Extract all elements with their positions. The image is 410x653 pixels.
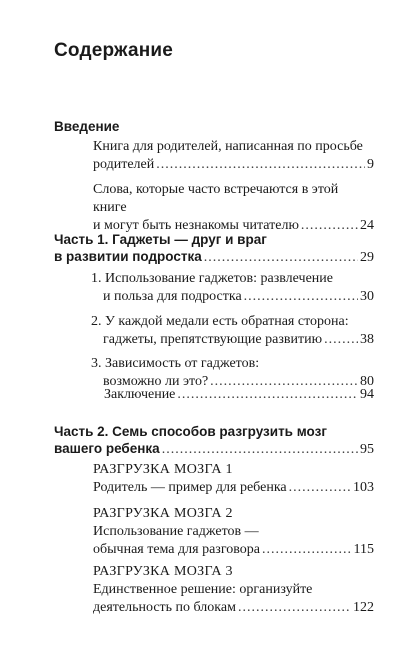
page-number: 30: [360, 289, 374, 304]
page-number: 103: [353, 480, 374, 495]
entry-line1: Слова, которые часто встречаются в этой книге: [93, 182, 339, 215]
dot-leader: [156, 156, 365, 174]
dot-leader: [204, 249, 358, 266]
page-number: 38: [360, 332, 374, 347]
entry-line2: Заключение: [104, 387, 176, 402]
page-number: 29: [360, 250, 374, 265]
entry-line1: 2. У каждой медали есть обратная сторона:: [91, 314, 349, 329]
entry-line2: гаджеты, препятствующие развитию: [103, 332, 323, 347]
toc-entry: [93, 138, 374, 174]
dot-leader: [162, 441, 358, 458]
page-number: 24: [360, 218, 374, 233]
page-number: 122: [353, 600, 374, 615]
section-caps-label: РАЗГРУЗКА МОЗГА 3: [93, 564, 233, 579]
part1-heading: [54, 231, 374, 266]
entry-line1: 3. Зависимость от гаджетов:: [91, 356, 260, 371]
page-number: 80: [360, 374, 374, 389]
toc-entry: [91, 270, 374, 306]
page-number: 9: [367, 157, 374, 172]
entry-line2: возможно ли это?: [103, 374, 209, 389]
toc-title: Содержание: [54, 40, 174, 61]
intro-heading: Введение: [54, 119, 120, 134]
toc-entry: [93, 505, 374, 559]
part2-heading: [54, 423, 374, 458]
section-caps-label: РАЗГРУЗКА МОЗГА 1: [93, 462, 233, 477]
toc-entry: [93, 563, 374, 617]
toc-entry: [104, 386, 374, 404]
dot-leader: [177, 386, 358, 404]
entry-line1: Использование гаджетов —: [93, 524, 259, 539]
section-caps-label: РАЗГРУЗКА МОЗГА 2: [93, 506, 233, 521]
toc-entry: [93, 461, 374, 497]
part-line1: Часть 2. Семь способов разгрузить мозг: [54, 424, 327, 439]
part-line2: в развитии подростка: [54, 249, 202, 264]
entry-line2: обычная тема для разговора: [93, 542, 260, 557]
page-number: 115: [353, 542, 374, 557]
entry-line2: Родитель — пример для ребенка: [93, 480, 287, 495]
entry-line1: Единственное решение: организуйте: [93, 582, 313, 597]
entry-line2: родителей: [93, 157, 155, 172]
toc-entry: [91, 313, 374, 349]
dot-leader: [324, 331, 358, 349]
dot-leader: [244, 288, 358, 306]
entry-line2: и могут быть незнакомы читателю: [93, 218, 299, 233]
page-number: 95: [360, 442, 374, 457]
entry-line1: 1. Использование гаджетов: развлечение: [91, 271, 333, 286]
toc-entry: [93, 181, 374, 235]
part-line1: Часть 1. Гаджеты — друг и враг: [54, 232, 267, 247]
part-line2: вашего ребенка: [54, 441, 160, 456]
page-number: 94: [360, 387, 374, 402]
entry-line2: деятельность по блокам: [93, 600, 236, 615]
entry-line1: Книга для родителей, написанная по просьбе: [93, 139, 363, 154]
dot-leader: [262, 541, 352, 559]
dot-leader: [289, 479, 351, 497]
dot-leader: [238, 599, 351, 617]
entry-line2: и польза для подростка: [103, 289, 242, 304]
